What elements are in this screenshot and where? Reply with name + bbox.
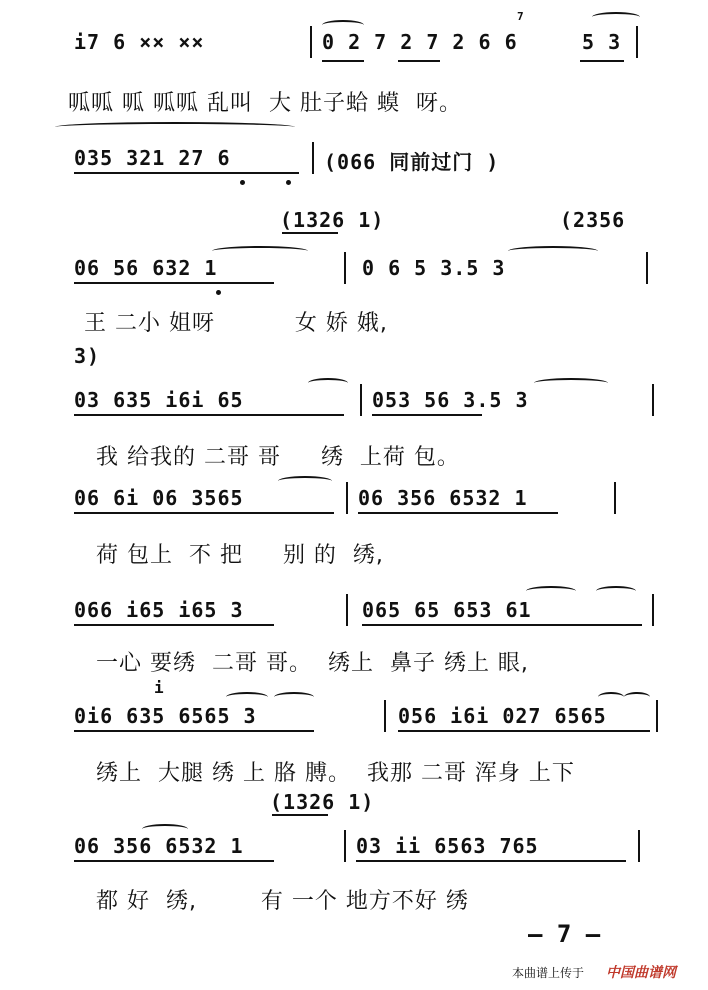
grace-note: i xyxy=(154,678,164,697)
underline xyxy=(580,60,624,62)
slur xyxy=(526,586,576,596)
barline xyxy=(360,384,362,416)
interlude-annotation: (1326 1) xyxy=(270,790,375,814)
measure-1: 035 321 27 6 xyxy=(74,146,231,170)
slur xyxy=(534,378,608,388)
slur xyxy=(624,692,650,702)
low-octave-dot xyxy=(286,180,291,185)
lyric-row-8 xyxy=(0,884,708,914)
underline xyxy=(356,860,626,862)
measure-1: 03 635 i6i 65 xyxy=(74,388,244,412)
low-octave-dot xyxy=(240,180,245,185)
measure-1: 06 356 6532 1 xyxy=(74,834,244,858)
slur xyxy=(598,692,624,702)
slur xyxy=(322,20,364,30)
slur xyxy=(592,12,640,22)
page-number: — 7 — xyxy=(528,920,601,948)
barline xyxy=(344,252,346,284)
annotation-row-8 xyxy=(0,790,708,820)
lyric-text: 呱呱 呱 呱呱 乱叫 大 肚子蛤 蟆 呀。 xyxy=(68,91,462,116)
barline xyxy=(346,594,348,626)
measure-1: 06 56 632 1 xyxy=(74,256,218,280)
underline xyxy=(74,172,299,174)
barline xyxy=(346,482,348,514)
underline xyxy=(74,512,334,514)
measure-2: 0 2 7 2 7 2 6 6 xyxy=(322,30,518,54)
lyric-row-5 xyxy=(0,538,708,568)
measure-1: 066 i65 i65 3 xyxy=(74,598,244,622)
underline xyxy=(322,60,364,62)
measure-2: 053 56 3.5 3 xyxy=(372,388,529,412)
underline xyxy=(74,624,274,626)
lyric-text: 绣上 大腿 绣 上 胳 膊。 我那 二哥 浑身 上下 xyxy=(96,761,575,786)
barline xyxy=(652,594,654,626)
barline xyxy=(312,142,314,174)
barline xyxy=(652,384,654,416)
measure-1: 0i6 635 6565 3 xyxy=(74,704,257,728)
footer-upload-text: 本曲谱上传于 xyxy=(512,966,585,980)
lyric-row-1 xyxy=(0,86,708,116)
measure-2: 056 i6i 027 6565 xyxy=(398,704,607,728)
barline xyxy=(614,482,616,514)
measure-2: 065 65 653 61 xyxy=(362,598,532,622)
lyric-row-4 xyxy=(0,440,708,470)
slur xyxy=(142,824,188,834)
barline xyxy=(646,252,648,284)
barline xyxy=(310,26,312,58)
underline xyxy=(398,60,440,62)
measure-1: i7 6 ×× ×× xyxy=(74,30,205,54)
barline xyxy=(656,700,658,732)
underline xyxy=(74,730,314,732)
underline xyxy=(74,414,344,416)
measure-2: 06 356 6532 1 xyxy=(358,486,528,510)
underline xyxy=(398,730,650,732)
slur xyxy=(226,692,268,702)
measure-2: 03 ii 6563 765 xyxy=(356,834,539,858)
barline xyxy=(384,700,386,732)
slur xyxy=(508,246,598,256)
underline xyxy=(272,814,328,816)
interlude-annotation: (1326 1) xyxy=(280,208,385,232)
low-octave-dot xyxy=(216,290,221,295)
interlude-annotation: (2356 xyxy=(560,208,626,232)
lyric-text: 都 好 绣, 有 一个 地方不好 绣 xyxy=(96,889,469,914)
lyric-text: 王 二小 姐呀 女 娇 娥, xyxy=(84,311,388,336)
annotation-row-4 xyxy=(0,344,708,368)
slur xyxy=(274,692,314,702)
underline xyxy=(282,232,338,234)
lyric-text: 一心 要绣 二哥 哥。 绣上 鼻子 绣上 眼, xyxy=(96,651,529,676)
barline xyxy=(636,26,638,58)
phrase-slur xyxy=(55,122,295,132)
slur xyxy=(596,586,636,596)
slur xyxy=(308,378,348,388)
slur xyxy=(212,246,308,256)
measure-1: 06 6i 06 3565 xyxy=(74,486,244,510)
underline xyxy=(362,624,642,626)
underline xyxy=(358,512,558,514)
underline xyxy=(74,860,274,862)
measure-2: 0 6 5 3.5 3 xyxy=(362,256,506,280)
grace-note: 7 xyxy=(517,10,524,23)
lyric-row-6 xyxy=(0,646,708,676)
slur xyxy=(278,476,332,486)
lyric-row-3 xyxy=(0,306,708,336)
barline xyxy=(638,830,640,862)
lyric-row-7 xyxy=(0,756,708,786)
site-brand-logo[interactable]: 中国曲谱网 xyxy=(606,965,676,981)
barline xyxy=(344,830,346,862)
annotation-row-3 xyxy=(0,208,708,238)
measure-2-end: 5 3 xyxy=(582,30,622,54)
lyric-text: 荷 包上 不 把 别 的 绣, xyxy=(96,543,384,568)
underline xyxy=(372,414,482,416)
interlude-annotation: 3) xyxy=(74,344,101,368)
lyric-text: 我 给我的 二哥 哥 绣 上荷 包。 xyxy=(96,445,460,470)
measure-2: (066 同前过门 ) xyxy=(324,150,500,174)
underline xyxy=(74,282,274,284)
